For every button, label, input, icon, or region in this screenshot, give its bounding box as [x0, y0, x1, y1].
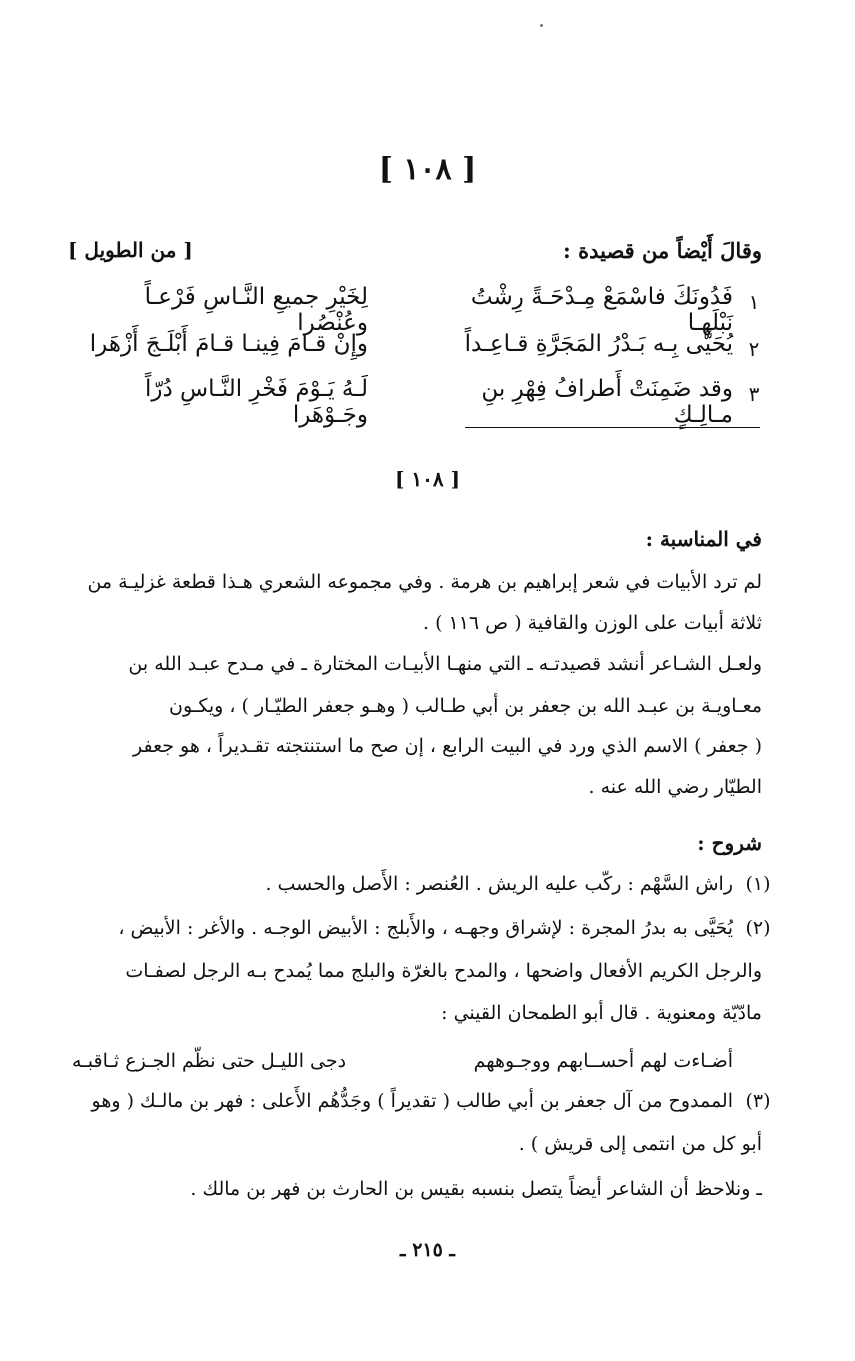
meter-label: [ من الطويل ] — [68, 238, 193, 262]
verse-second-hemistich: وإِنْ قـامَ فِينـا قـامَ أَبْلَـجَ أَزْهَرا — [89, 331, 368, 357]
note-line: أبو كل من انتمى إلى قريش ) . — [518, 1133, 762, 1155]
poem-number: [ ١٠٨ ] — [378, 152, 477, 187]
page-number: ـ ٢١٥ ـ — [400, 1239, 455, 1261]
verse-number: ١ — [748, 290, 760, 314]
paragraph-line: ( جعفر ) الاسم الذي ورد في البيت الرابع ، إن صح ما استنتجته تقـديراً ، هو جعفر — [132, 735, 762, 757]
note-line: ـ ونلاحظ أن الشاعر أيضاً يتصل بنسبه بقيس بن الحارث بن فهر بن مالك . — [190, 1178, 762, 1200]
quoted-verse-second-hemistich: دجى الليـل حتى نظّم الجـزع ثـاقبـه — [72, 1050, 347, 1072]
verse-first-hemistich: فَدُونَكَ فاسْمَعْ مِـدْحَـةً رِشْتُ نَبْلَهـا — [470, 284, 733, 336]
verse-second-hemistich: لَـهُ يَـوْمَ فَخْرِ النَّـاسِ دُرّاً وجَـوْهَرا — [144, 376, 368, 428]
occasion-heading: في المناسبة : — [645, 527, 762, 551]
footnote-divider — [465, 427, 760, 428]
note-line: الممدوح من آل جعفر بن أبي طالب ( تقديراً ) وجَدُّهُم الأَعلى : فهر بن مالـك ( وهو — [91, 1090, 733, 1112]
note-number: (٢) — [745, 917, 771, 939]
verse-second-hemistich: لِخَيْرِ جميعِ النَّـاسِ فَرْعـاً وعُنْصُرا — [144, 284, 368, 336]
commentary-number: [ ١٠٨ ] — [394, 467, 461, 491]
scan-speck — [540, 24, 543, 27]
note-line: مادّيّة ومعنوية . قال أبو الطمحان القيني : — [441, 1002, 762, 1024]
quoted-verse-first-hemistich: أضـاءت لهم أحســابهم ووجـوههم — [473, 1050, 733, 1072]
paragraph-line: معـاويـة بن عبـد الله بن جعفر بن أبي طـالب ( وهـو جعفر الطيّـار ) ، ويكـون — [169, 695, 762, 717]
verse-number: ٣ — [748, 382, 760, 406]
note-number: (١) — [745, 873, 771, 895]
verse-first-hemistich: وقد ضَمِنَتْ أَطرافُ فِهْرِ بنِ مـالِـكٍ — [481, 376, 733, 428]
notes-heading: شروح : — [697, 831, 762, 855]
verse-first-hemistich: يُحَيَّى بِـه بَـدْرُ المَجَرَّةِ قـاعِـداً — [464, 331, 733, 357]
paragraph-line: الطيّار رضي الله عنه . — [588, 776, 762, 798]
note-line: والرجل الكريم الأفعال واضحها ، والمدح بالغرّة والبلج مما يُمدح بـه الرجل لصفـات — [125, 960, 762, 982]
note-line: يُحَيَّى به بدرُ المجرة : لإشراق وجهـه ، والأَبلج : الأبيض الوجـه . والأغر : الأبيض ، — [118, 917, 733, 939]
note-line: راش السَّهْم : ركّب عليه الريش . العُنصر : الأَصل والحسب . — [265, 873, 733, 895]
paragraph-line: ثلاثة أبيات على الوزن والقافية ( ص ١١٦ ) . — [422, 612, 762, 634]
paragraph-line: لم ترد الأبيات في شعر إبراهيم بن هرمة . وفي مجموعه الشعري هـذا قطعة غزليـة من — [87, 571, 762, 593]
note-number: (٣) — [745, 1090, 771, 1112]
verse-number: ٢ — [748, 337, 760, 361]
paragraph-line: ولعـل الشـاعر أنشد قصيدتـه ـ التي منهـا الأبيـات المختارة ـ في مـدح عبـد الله بن — [128, 653, 762, 675]
poem-intro: وقالَ أَيْضاً من قصيدة : — [563, 238, 762, 263]
